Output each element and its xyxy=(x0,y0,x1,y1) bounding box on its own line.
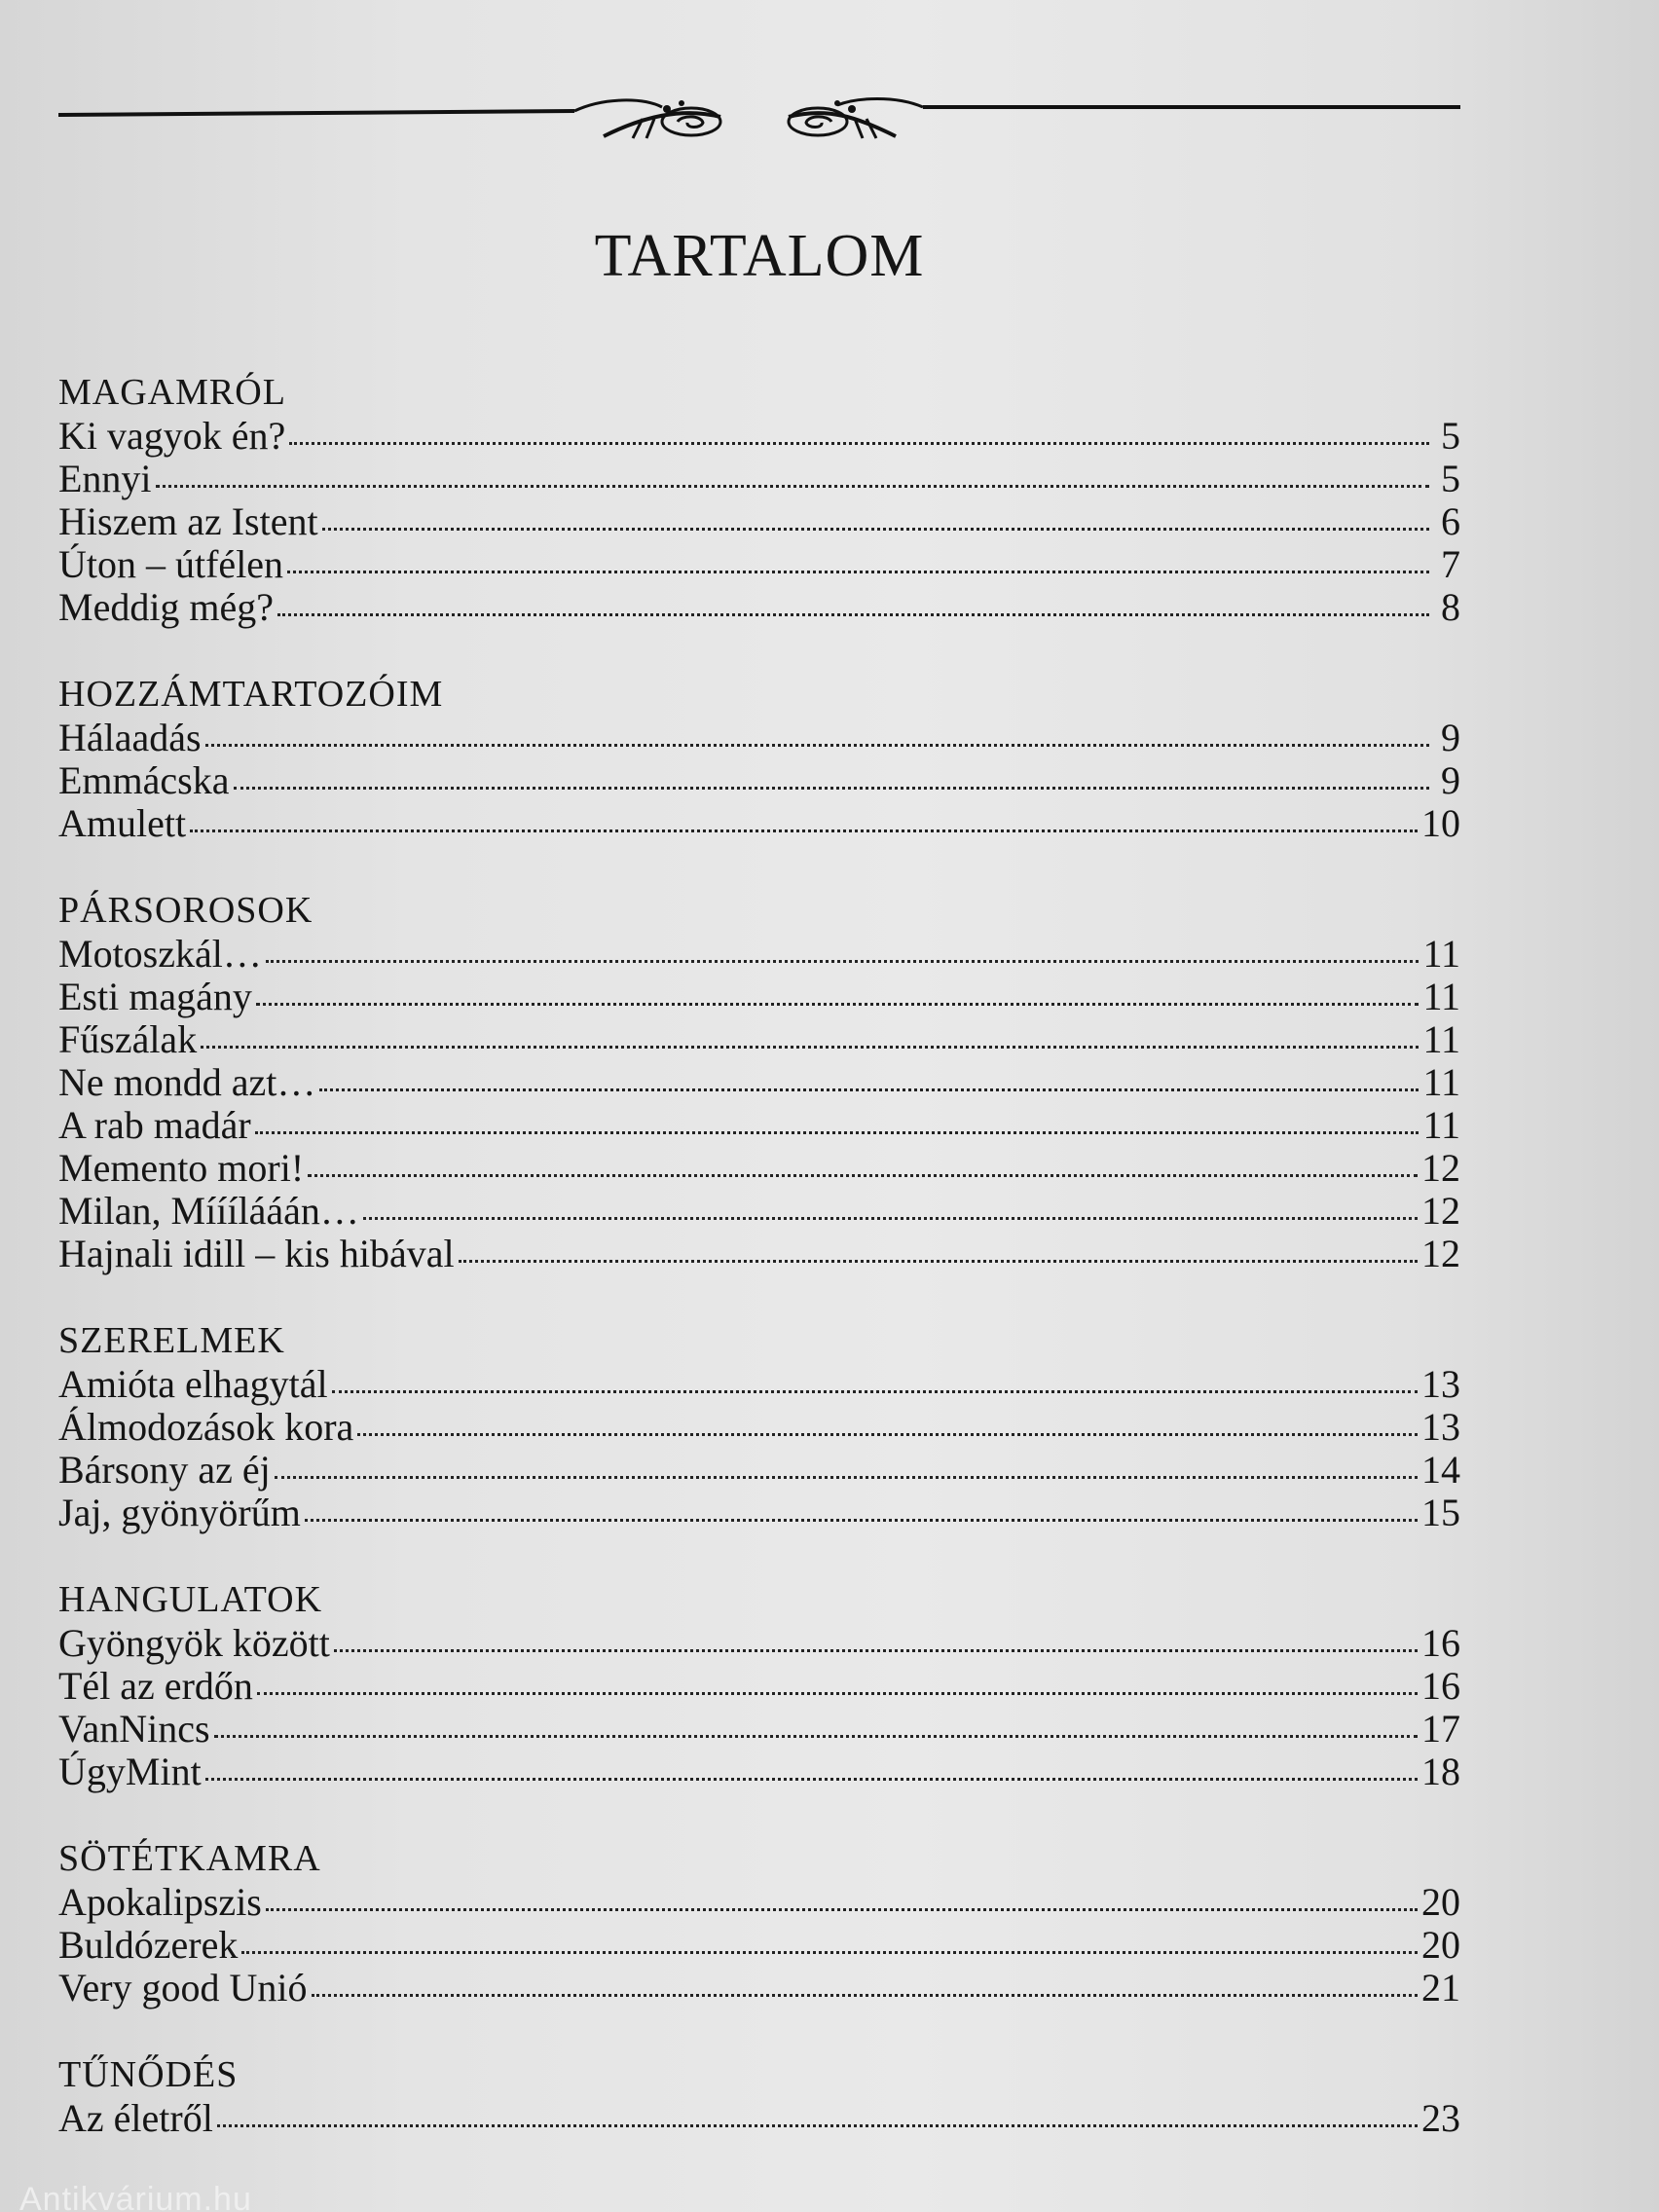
leader-dots xyxy=(287,571,1429,573)
leader-dots xyxy=(312,1994,1418,1997)
entry-title: Motoszkál… xyxy=(58,932,262,976)
toc-entry xyxy=(58,802,1460,845)
toc-entry xyxy=(58,543,1460,586)
leader-dots xyxy=(217,2124,1418,2127)
leader-dots xyxy=(334,1649,1418,1652)
ornament-divider xyxy=(58,68,1460,156)
toc-entry xyxy=(58,759,1460,802)
toc-entry xyxy=(58,458,1460,500)
page-number: 11 xyxy=(1422,932,1460,976)
leader-dots xyxy=(257,1692,1418,1695)
leader-dots xyxy=(256,1003,1419,1006)
leader-dots xyxy=(214,1735,1418,1738)
toc-section xyxy=(58,888,1460,1275)
page-number: 9 xyxy=(1441,758,1460,802)
toc-entry xyxy=(58,1104,1460,1147)
watermark: Antikvárium.hu xyxy=(19,2181,252,2212)
leader-dots xyxy=(266,1908,1418,1911)
toc-entry xyxy=(58,1190,1460,1233)
leader-dots xyxy=(241,1951,1418,1954)
entry-title: Amióta elhagytál xyxy=(58,1362,328,1406)
entry-title: Hiszem az Istent xyxy=(58,499,318,543)
leader-dots xyxy=(319,1088,1419,1091)
page-number: 13 xyxy=(1421,1362,1460,1406)
entry-title: A rab madár xyxy=(58,1103,251,1147)
section-heading: MAGAMRÓL xyxy=(58,372,286,413)
page-number: 17 xyxy=(1421,1707,1460,1751)
toc-entry xyxy=(58,717,1460,759)
page-number: 18 xyxy=(1421,1750,1460,1793)
entry-title: Hajnali idill – kis hibával xyxy=(58,1232,455,1275)
page-number: 5 xyxy=(1441,414,1460,458)
entry-title: Milan, Mííílááán… xyxy=(58,1189,359,1233)
toc-entry xyxy=(58,1665,1460,1708)
entry-title: Úton – útfélen xyxy=(58,542,284,586)
toc-entry xyxy=(58,1061,1460,1104)
entry-title: Bársony az éj xyxy=(58,1448,271,1492)
entry-title: Esti magány xyxy=(58,975,252,1018)
toc-entry xyxy=(58,1406,1460,1449)
page-number: 11 xyxy=(1422,1017,1460,1061)
page-number: 10 xyxy=(1421,801,1460,845)
table-of-contents xyxy=(58,370,1460,2183)
toc-entry xyxy=(58,1147,1460,1190)
page-number: 11 xyxy=(1422,975,1460,1018)
toc-entry xyxy=(58,415,1460,458)
leader-dots xyxy=(205,1778,1418,1781)
leader-dots xyxy=(205,744,1429,747)
leader-dots xyxy=(234,787,1430,790)
entry-title: VanNincs xyxy=(58,1707,210,1751)
toc-entry xyxy=(58,1233,1460,1275)
leader-dots xyxy=(266,960,1419,963)
toc-entry xyxy=(58,1881,1460,1924)
page-number: 11 xyxy=(1422,1103,1460,1147)
page-number: 8 xyxy=(1441,585,1460,629)
toc-section xyxy=(58,2052,1460,2140)
leader-dots xyxy=(255,1131,1419,1134)
entry-title: Meddig még? xyxy=(58,585,275,629)
entry-title: Ki vagyok én? xyxy=(58,414,286,458)
section-heading: HOZZÁMTARTOZÓIM xyxy=(58,674,444,715)
toc-entry xyxy=(58,976,1460,1018)
page-number: 21 xyxy=(1421,1966,1460,2009)
entry-title: ÚgyMint xyxy=(58,1750,202,1793)
entry-title: Emmácska xyxy=(58,758,230,802)
entry-title: Memento mori! xyxy=(58,1146,305,1190)
leader-dots xyxy=(201,1046,1419,1049)
section-heading: SZERELMEK xyxy=(58,1320,285,1361)
entry-title: Az életről xyxy=(58,2096,213,2140)
leader-dots xyxy=(332,1390,1418,1393)
page-number: 9 xyxy=(1441,716,1460,759)
toc-entry xyxy=(58,500,1460,543)
toc-entry xyxy=(58,1708,1460,1751)
section-heading: HANGULATOK xyxy=(58,1579,323,1620)
leader-dots xyxy=(308,1174,1418,1177)
toc-entry xyxy=(58,1924,1460,1967)
entry-title: Álmodozások kora xyxy=(58,1405,354,1449)
entry-title: Tél az erdőn xyxy=(58,1664,253,1708)
entry-title: Gyöngyök között xyxy=(58,1621,330,1665)
leader-dots xyxy=(289,442,1429,445)
page-number: 7 xyxy=(1441,542,1460,586)
page-number: 12 xyxy=(1421,1146,1460,1190)
toc-entry xyxy=(58,1363,1460,1406)
entry-title: Amulett xyxy=(58,801,187,845)
toc-entry xyxy=(58,933,1460,976)
toc-entry xyxy=(58,1967,1460,2009)
toc-entry xyxy=(58,1622,1460,1665)
page-number: 6 xyxy=(1441,499,1460,543)
page-number: 23 xyxy=(1421,2096,1460,2140)
entry-title: Fűszálak xyxy=(58,1017,198,1061)
page-number: 15 xyxy=(1421,1491,1460,1534)
toc-entry xyxy=(58,586,1460,629)
toc-section xyxy=(58,370,1460,629)
leader-dots xyxy=(459,1260,1418,1263)
page-number: 16 xyxy=(1421,1664,1460,1708)
entry-title: Apokalipszis xyxy=(58,1880,262,1924)
entry-title: Buldózerek xyxy=(58,1923,239,1967)
toc-section xyxy=(58,672,1460,845)
leader-dots xyxy=(190,830,1418,832)
toc-entry xyxy=(58,1018,1460,1061)
entry-title: Ne mondd azt… xyxy=(58,1060,316,1104)
toc-section xyxy=(58,1577,1460,1793)
toc-section xyxy=(58,1318,1460,1534)
page-number: 14 xyxy=(1421,1448,1460,1492)
toc-entry xyxy=(58,1751,1460,1793)
leader-dots xyxy=(322,528,1429,531)
entry-title: Ennyi xyxy=(58,457,152,500)
page-number: 12 xyxy=(1421,1232,1460,1275)
leader-dots xyxy=(156,485,1429,488)
leader-dots xyxy=(305,1519,1418,1522)
page-number: 12 xyxy=(1421,1189,1460,1233)
entry-title: Hálaadás xyxy=(58,716,202,759)
section-heading: SÖTÉTKAMRA xyxy=(58,1838,321,1879)
section-heading: PÁRSOROSOK xyxy=(58,890,313,931)
section-heading: TŰNŐDÉS xyxy=(58,2054,239,2095)
leader-dots xyxy=(363,1217,1418,1220)
page-title: TARTALOM xyxy=(594,223,925,289)
page-number: 13 xyxy=(1421,1405,1460,1449)
entry-title: Very good Unió xyxy=(58,1966,308,2009)
toc-entry xyxy=(58,1492,1460,1534)
leader-dots xyxy=(275,1476,1418,1479)
toc-section xyxy=(58,1836,1460,2009)
toc-entry xyxy=(58,2097,1460,2140)
page-number: 11 xyxy=(1422,1060,1460,1104)
page-number: 20 xyxy=(1421,1923,1460,1967)
entry-title: Jaj, gyönyörűm xyxy=(58,1491,301,1534)
page-number: 5 xyxy=(1441,457,1460,500)
toc-entry xyxy=(58,1449,1460,1492)
leader-dots xyxy=(277,613,1429,616)
leader-dots xyxy=(357,1433,1418,1436)
page-number: 16 xyxy=(1421,1621,1460,1665)
page-number: 20 xyxy=(1421,1880,1460,1924)
